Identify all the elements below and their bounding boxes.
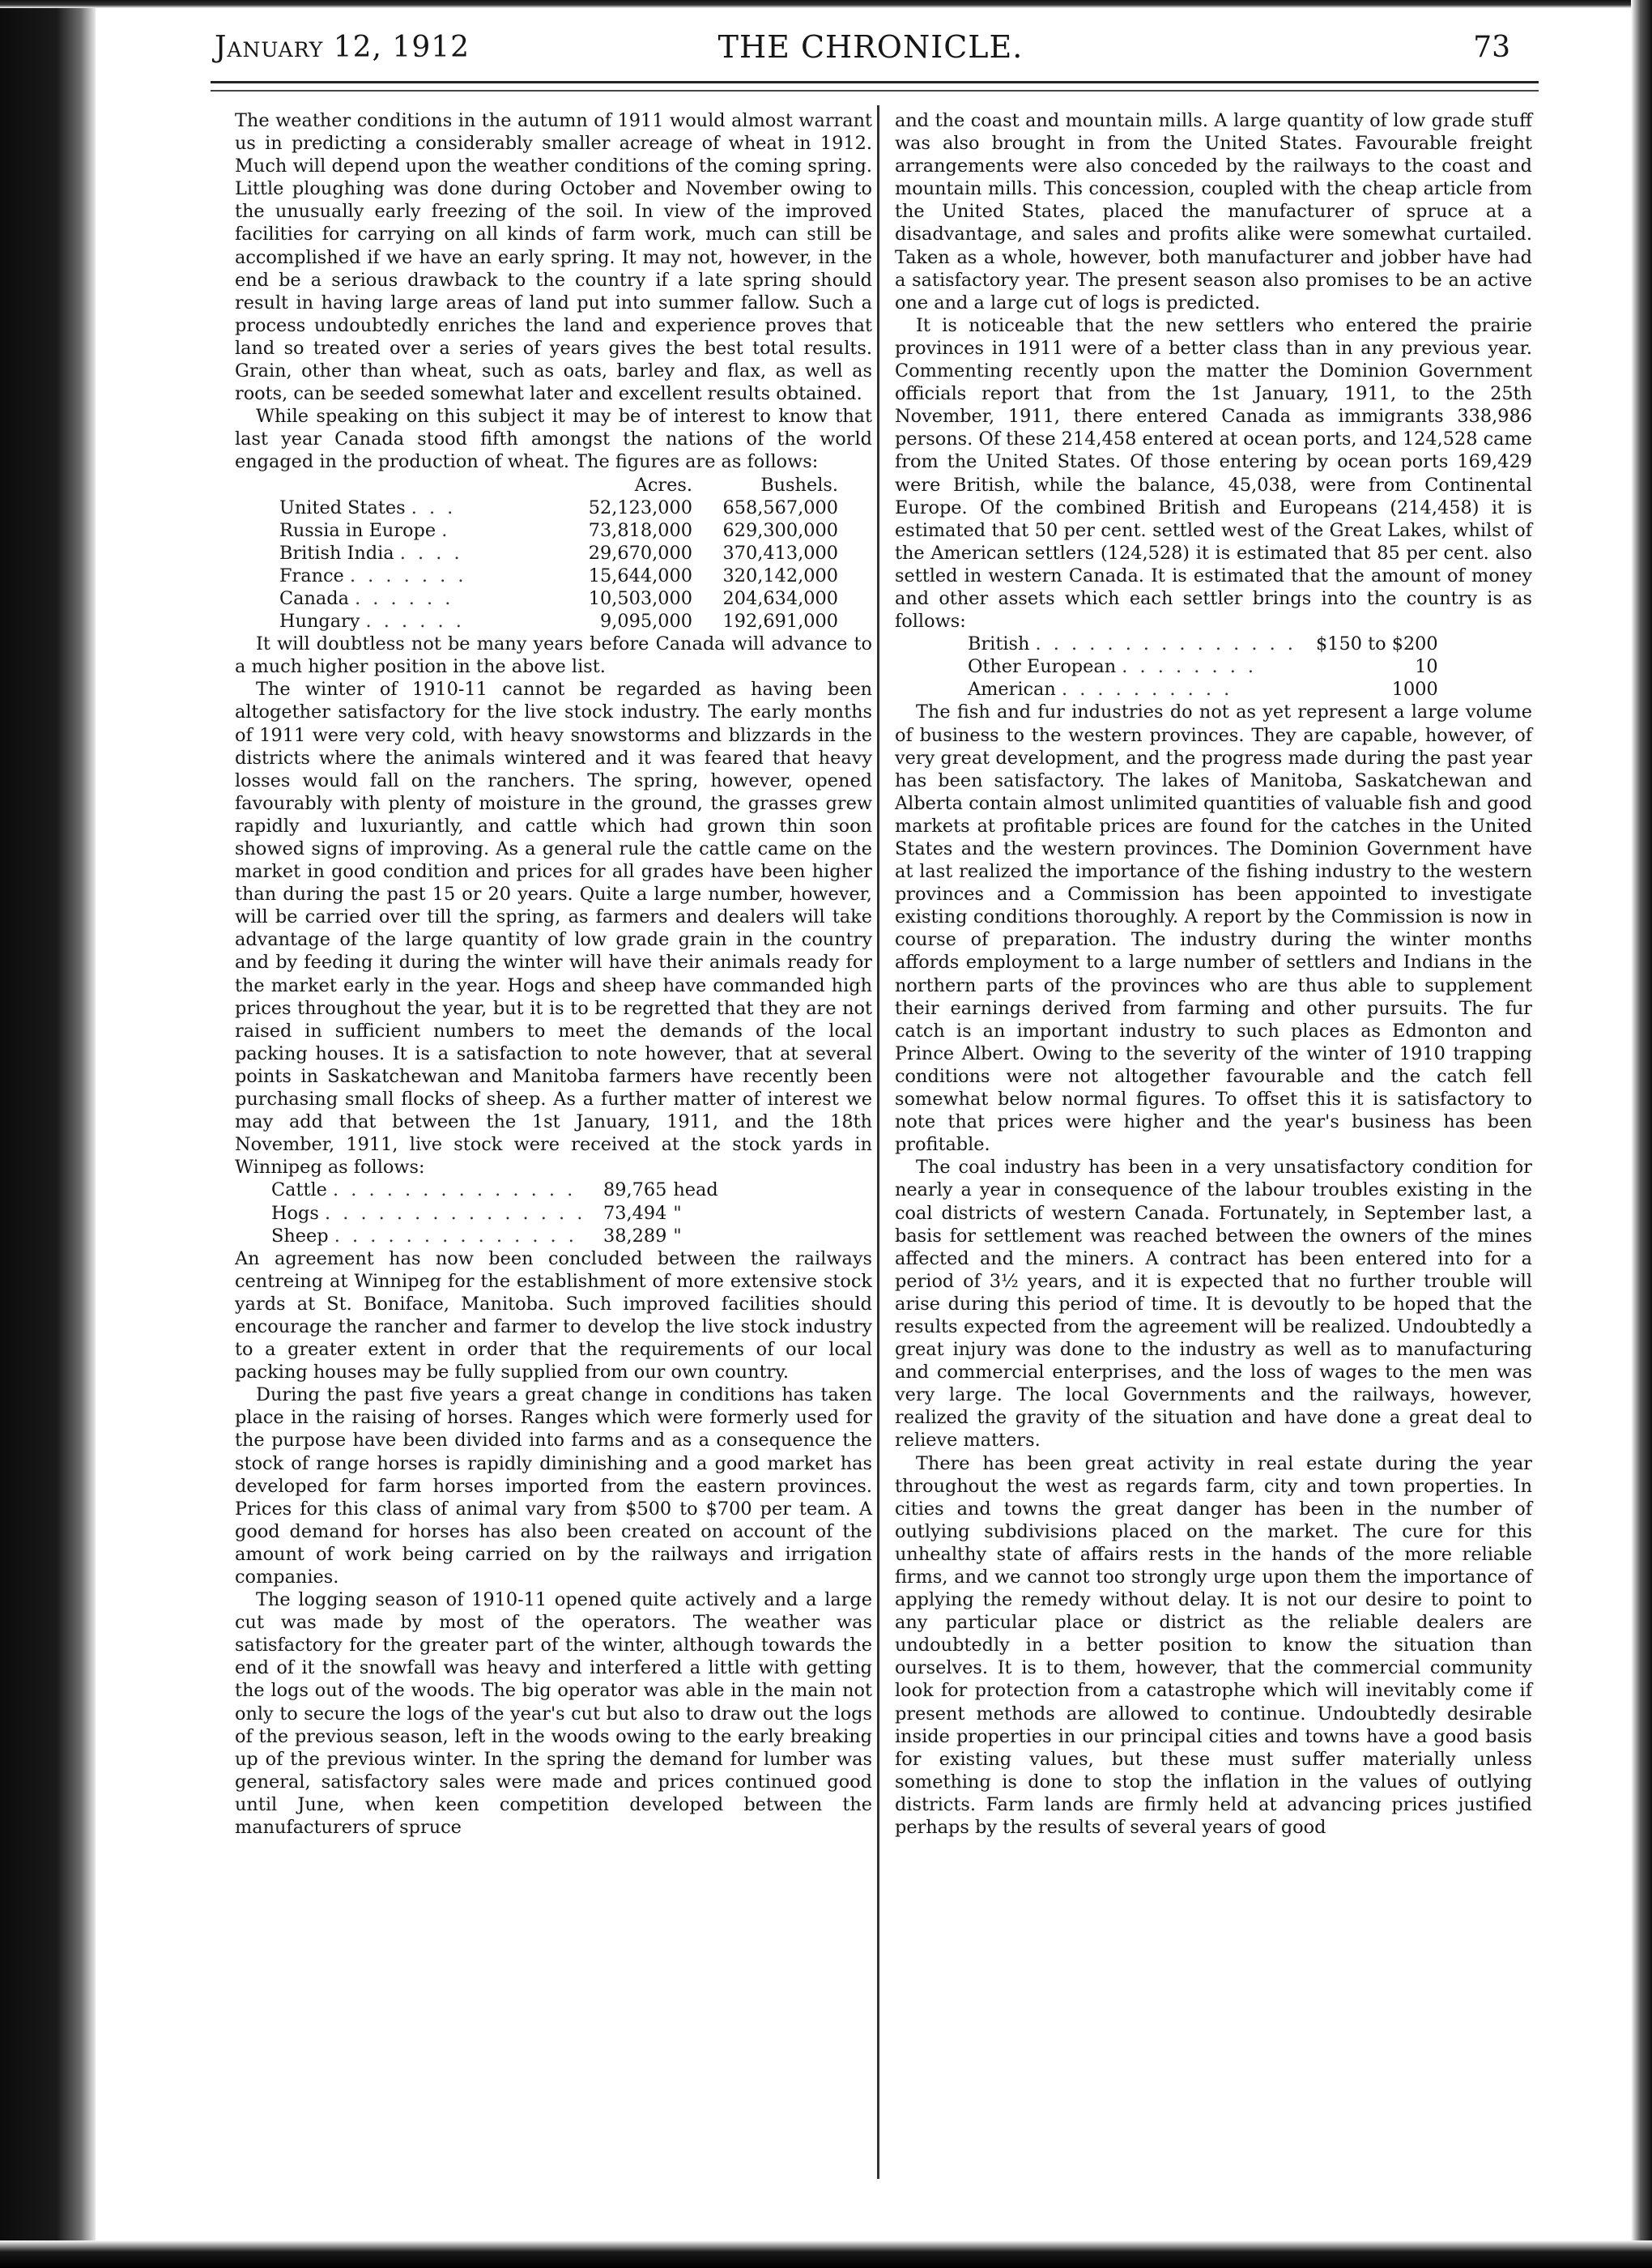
- table-row: [271, 1202, 722, 1225]
- stock-unit: ": [673, 1202, 682, 1224]
- bushels-value: 320,142,000: [722, 565, 838, 586]
- paragraph-canada-advance: It will doubtless not be many years before Canada will advance to a much higher position in the above list.: [235, 633, 872, 678]
- bushels-value: 370,413,000: [722, 542, 838, 564]
- stock-count: 38,289: [603, 1225, 667, 1247]
- country-name: Russia in Europe: [279, 519, 436, 541]
- left-column: [235, 109, 872, 1839]
- bushels-value: 204,634,000: [722, 587, 838, 609]
- paragraph-horses: During the past five years a great change in conditions has taken place in the raising of horses. Ranges which were formerly used for the purpose have been divided into farms and as a consequence the stock of range horses is rapidly diminishing and a good market has developed for farm horses imported from the eastern provinces. Prices for this class of animal vary from $500 to $700 per team. A good demand for horses has also been created on account of the amount of work being carried on by the railways and irrigation companies.: [235, 1384, 872, 1588]
- scan-border-right: [1631, 0, 1652, 2268]
- stock-count: 89,765: [603, 1179, 667, 1201]
- dot-leader: .: [441, 519, 451, 541]
- acres-value: 15,644,000: [588, 565, 692, 586]
- paragraph-stock-yards-agreement: An agreement has now been concluded between the railways centreing at Winnipeg for the establishment of more extensive stock yards at St. Boniface, Manitoba. Such improved facilities should encourage the rancher and farmer to develop the live stock industry to a greater extent in order that the requirements of our local packing houses may be fully supplied from our own country.: [235, 1247, 872, 1383]
- right-column: [895, 109, 1532, 1839]
- bushels-value: 192,691,000: [722, 611, 838, 633]
- header-page-number: 73: [1473, 31, 1510, 64]
- table-header-row: [279, 474, 838, 497]
- table-row: [279, 519, 838, 542]
- paragraph-real-estate: There has been great activity in real estate during the year throughout the west as regards farm, city and town properties. In cities and towns the great danger has been in the number of outlying subdivisions placed on the market. The cure for this unhealthy state of affairs rests in the hands of the more reliable firms, and we cannot too strongly urge upon them the importance of applying the remedy without delay. It is not our desire to point to any particular place or district as the reliable dealers are undoubtedly in a better position to know the situation than ourselves. It is to them, however, that the commercial community look for protection from a catastrophe which will inevitably come if present methods are allowed to continue. Undoubtedly desirable inside properties in our principal cities and towns have a good basis for existing values, but these must suffer materially unless something is done to stop the inflation in the values of outlying districts. Farm lands are firmly held at advancing prices justified perhaps by the results of several years of good: [895, 1452, 1532, 1839]
- paragraph-weather: The weather conditions in the autumn of 1911 would almost warrant us in predicting a considerably smaller acreage of wheat in 1912. Much will depend upon the weather conditions of the coming spring. Little ploughing was done during October and November owing to the unusually early freezing of the soil. In view of the improved facilities for carrying on all kinds of farm work, much can still be accomplished if we have an early spring. It may not, however, in the end be a serious drawback to the country if a late spring should result in having large areas of land put into summer fallow. Such a process undoubtedly enriches the land and experience proves that land so treated over a series of years gives the best total results. Grain, other than wheat, such as oats, barley and flax, as well as roots, can be seeded somewhat later and excellent results obtained.: [235, 110, 872, 405]
- dot-leader: . . . . . . . . . . . . . . .: [324, 1202, 586, 1224]
- scan-border-left: [0, 0, 96, 2268]
- acres-value: 10,503,000: [588, 587, 692, 609]
- paragraph-wheat-intro: While speaking on this subject it may be of interest to know that last year Canada stood fifth amongst the nations of the world engaged in the production of wheat. The figures are as follows:: [235, 406, 872, 473]
- country-name: United States: [279, 497, 406, 518]
- country-name: France: [279, 565, 344, 586]
- dot-leader: . . .: [411, 497, 457, 518]
- column-header-bushels: Bushels.: [760, 474, 838, 496]
- paragraph-fish-and-fur: The fish and fur industries do not as yet represent a large volume of business to the western provinces. They are capable, however, of very great development, and the progress made during the past year has been satisfactory. The lakes of Manitoba, Saskatchewan and Alberta contain almost unlimited quantities of valuable fish and good markets at profitable prices are found for the catches in the United States and the western provinces. The Dominion Government have at last realized the importance of the fishing industry to the western provinces and a Commission has been appointed to investigate existing conditions thoroughly. A report by the Commission is now in course of preparation. The industry during the winter months affords employment to a large number of settlers and Indians in the northern parts of the provinces who are thus able to supplement their earnings derived from farming and other pursuits. The fur catch is an important industry to such places as Edmonton and Prince Albert. Owing to the severity of the winter of 1910 trapping conditions were not altogether favourable and the catch fell somewhat below normal figures. To offset this it is satisfactory to note that prices were higher and the year's business has been profitable.: [895, 701, 1532, 1156]
- country-name: British India: [279, 542, 394, 564]
- table-row: [968, 678, 1438, 701]
- paragraph-live-stock: The winter of 1910-11 cannot be regarded as having been altogether satisfactory for the live stock industry. The early months of 1911 were very cold, with heavy snowstorms and blizzards in the districts where the animals wintered and it was feared that heavy losses would fall on the ranchers. The spring, however, opened favourably with plenty of moisture in the ground, the grasses grew rapidly and luxuriantly, and cattle which had grown thin soon showed signs of improving. As a general rule the cattle came on the market in good condition and prices for all grades have been higher than during the past 15 or 20 years. Quite a large number, however, will be carried over till the spring, as farmers and dealers will take advantage of the large quantity of low grade grain in the country and by feeding it during the winter will have their animals ready for the market early in the year. Hogs and sheep have commanded high prices throughout the year, but it is to be regretted that they are not raised in sufficient numbers to meet the demands of the local packing houses. It is a satisfaction to note however, that at several points in Saskatchewan and Manitoba farmers have recently been purchasing small flocks of sheep. As a further matter of interest we may add that between the 1st January, 1911, and the 18th November, 1911, live stock were received at the stock yards in Winnipeg as follows:: [235, 679, 872, 1179]
- bushels-value: 658,567,000: [722, 497, 838, 518]
- stock-unit: ": [673, 1225, 682, 1247]
- dot-leader: . . . . . . . . . . . . . .: [333, 1179, 577, 1201]
- settler-amount: 1000: [1391, 679, 1438, 701]
- acres-value: 52,123,000: [588, 497, 692, 518]
- dot-leader: . . . . . . . . . . . . . .: [334, 1225, 577, 1247]
- dot-leader: . . . . . . . .: [1122, 656, 1258, 678]
- acres-value: 29,670,000: [588, 542, 692, 564]
- table-row: [279, 587, 838, 610]
- dot-leader: . . . . . . . . . .: [1061, 679, 1233, 701]
- paragraph-settlers: It is noticeable that the new settlers who entered the prairie provinces in 1911 were of a better class than in any previous year. Commenting recently upon the matter the Dominion Government officials report that from the 1st January, 1911, to the 25th November, 1911, there entered Canada as immigrants 338,986 persons. Of these 214,458 entered at ocean ports, and 124,528 came from the United States. Of those entering by ocean ports 169,429 were British, while the balance, 45,038, were from Continental Europe. Of the combined British and Europeans (214,458) it is estimated that 50 per cent. settled west of the Great Lakes, whilst of the American settlers (124,528) it is estimated that 85 per cent. also settled in western Canada. It is estimated that the amount of money and other assets which each settler brings into the country is as follows:: [895, 314, 1532, 633]
- newspaper-page: [202, 24, 1539, 2236]
- settler-amount: $150 to $200: [1316, 633, 1438, 655]
- settler-origin: American: [968, 679, 1056, 701]
- settler-assets-table: [968, 633, 1438, 701]
- table-row: [271, 1225, 722, 1247]
- table-row: [279, 565, 838, 587]
- table-row: [968, 633, 1438, 655]
- scan-border-top: [0, 0, 1652, 8]
- wheat-production-table: [279, 474, 838, 633]
- stock-kind: Cattle: [271, 1179, 327, 1201]
- dot-leader: . . . . . . .: [349, 565, 467, 586]
- header-title: THE CHRONICLE.: [717, 29, 1024, 65]
- stock-unit: head: [673, 1179, 718, 1201]
- dot-leader: . . . . . . . . . . . . . . .: [1035, 633, 1296, 655]
- scan-border-bottom: [0, 2240, 1652, 2268]
- acres-value: 73,818,000: [588, 519, 692, 541]
- dot-leader: . . . . . .: [355, 587, 454, 609]
- table-row: [271, 1179, 722, 1201]
- table-row: [279, 610, 838, 633]
- settler-origin: Other European: [968, 656, 1117, 678]
- table-row: [279, 542, 838, 565]
- acres-value: 9,095,000: [600, 611, 692, 633]
- dot-leader: . . . . . .: [365, 611, 465, 633]
- settler-amount: 10: [1415, 656, 1438, 678]
- paragraph-logging: The logging season of 1910-11 opened quite actively and a large cut was made by most of the operators. The weather was satisfactory for the greater part of the winter, although towards the end of it the snowfall was heavy and interfered a little with getting the logs out of the woods. The big operator was able in the main not only to secure the logs of the year's cut but also to draw out the logs of the previous season, left in the woods owing to the early breaking up of the previous winter. In the spring the demand for lumber was general, satisfactory sales were made and prices continued good until June, when keen competition developed between the manufacturers of spruce: [235, 1589, 872, 1839]
- bushels-value: 629,300,000: [722, 519, 838, 541]
- stock-count: 73,494: [603, 1202, 667, 1224]
- header-rule: [211, 81, 1539, 92]
- country-name: Canada: [279, 587, 349, 609]
- settler-origin: British: [968, 633, 1030, 655]
- stock-yards-table: [271, 1179, 722, 1247]
- column-divider: [877, 105, 879, 2179]
- paragraph-lumber-continued: and the coast and mountain mills. A large quantity of low grade stuff was also brought in from the United States. Favourable freight arrangements were also conceded by the railways to the coast and mountain mills. This concession, coupled with the cheap article from the United States, placed the manufacturer of spruce at a disadvantage, and sales and profits alike were somewhat curtailed. Taken as a whole, however, both manufacturer and jobber have had a satisfactory year. The present season also promises to be an active one and a large cut of logs is predicted.: [895, 110, 1532, 313]
- column-header-acres: Acres.: [634, 474, 692, 496]
- table-row: [968, 655, 1438, 678]
- table-row: [279, 497, 838, 519]
- country-name: Hungary: [279, 611, 360, 633]
- stock-kind: Hogs: [271, 1202, 319, 1224]
- page-header: [202, 24, 1539, 81]
- header-date: January 12, 1912: [215, 31, 470, 64]
- paragraph-coal: The coal industry has been in a very unsatisfactory condition for nearly a year in consequence of the labour troubles existing in the coal districts of western Canada. Fortunately, in September last, a basis for settlement was reached between the owners of the mines affected and the miners. A contract has been entered into for a period of 3½ years, and it is expected that no further trouble will arise during this period of time. It is devoutly to be hoped that the results expected from the agreement will be realized. Undoubtedly a great injury was done to the industry as well as to manufacturing and commercial enterprises, and the loss of wages to the men was very large. The local Governments and the railways, however, realized the gravity of the situation and have done a great deal to relieve matters.: [895, 1157, 1532, 1452]
- dot-leader: . . . .: [399, 542, 463, 564]
- stock-kind: Sheep: [271, 1225, 329, 1247]
